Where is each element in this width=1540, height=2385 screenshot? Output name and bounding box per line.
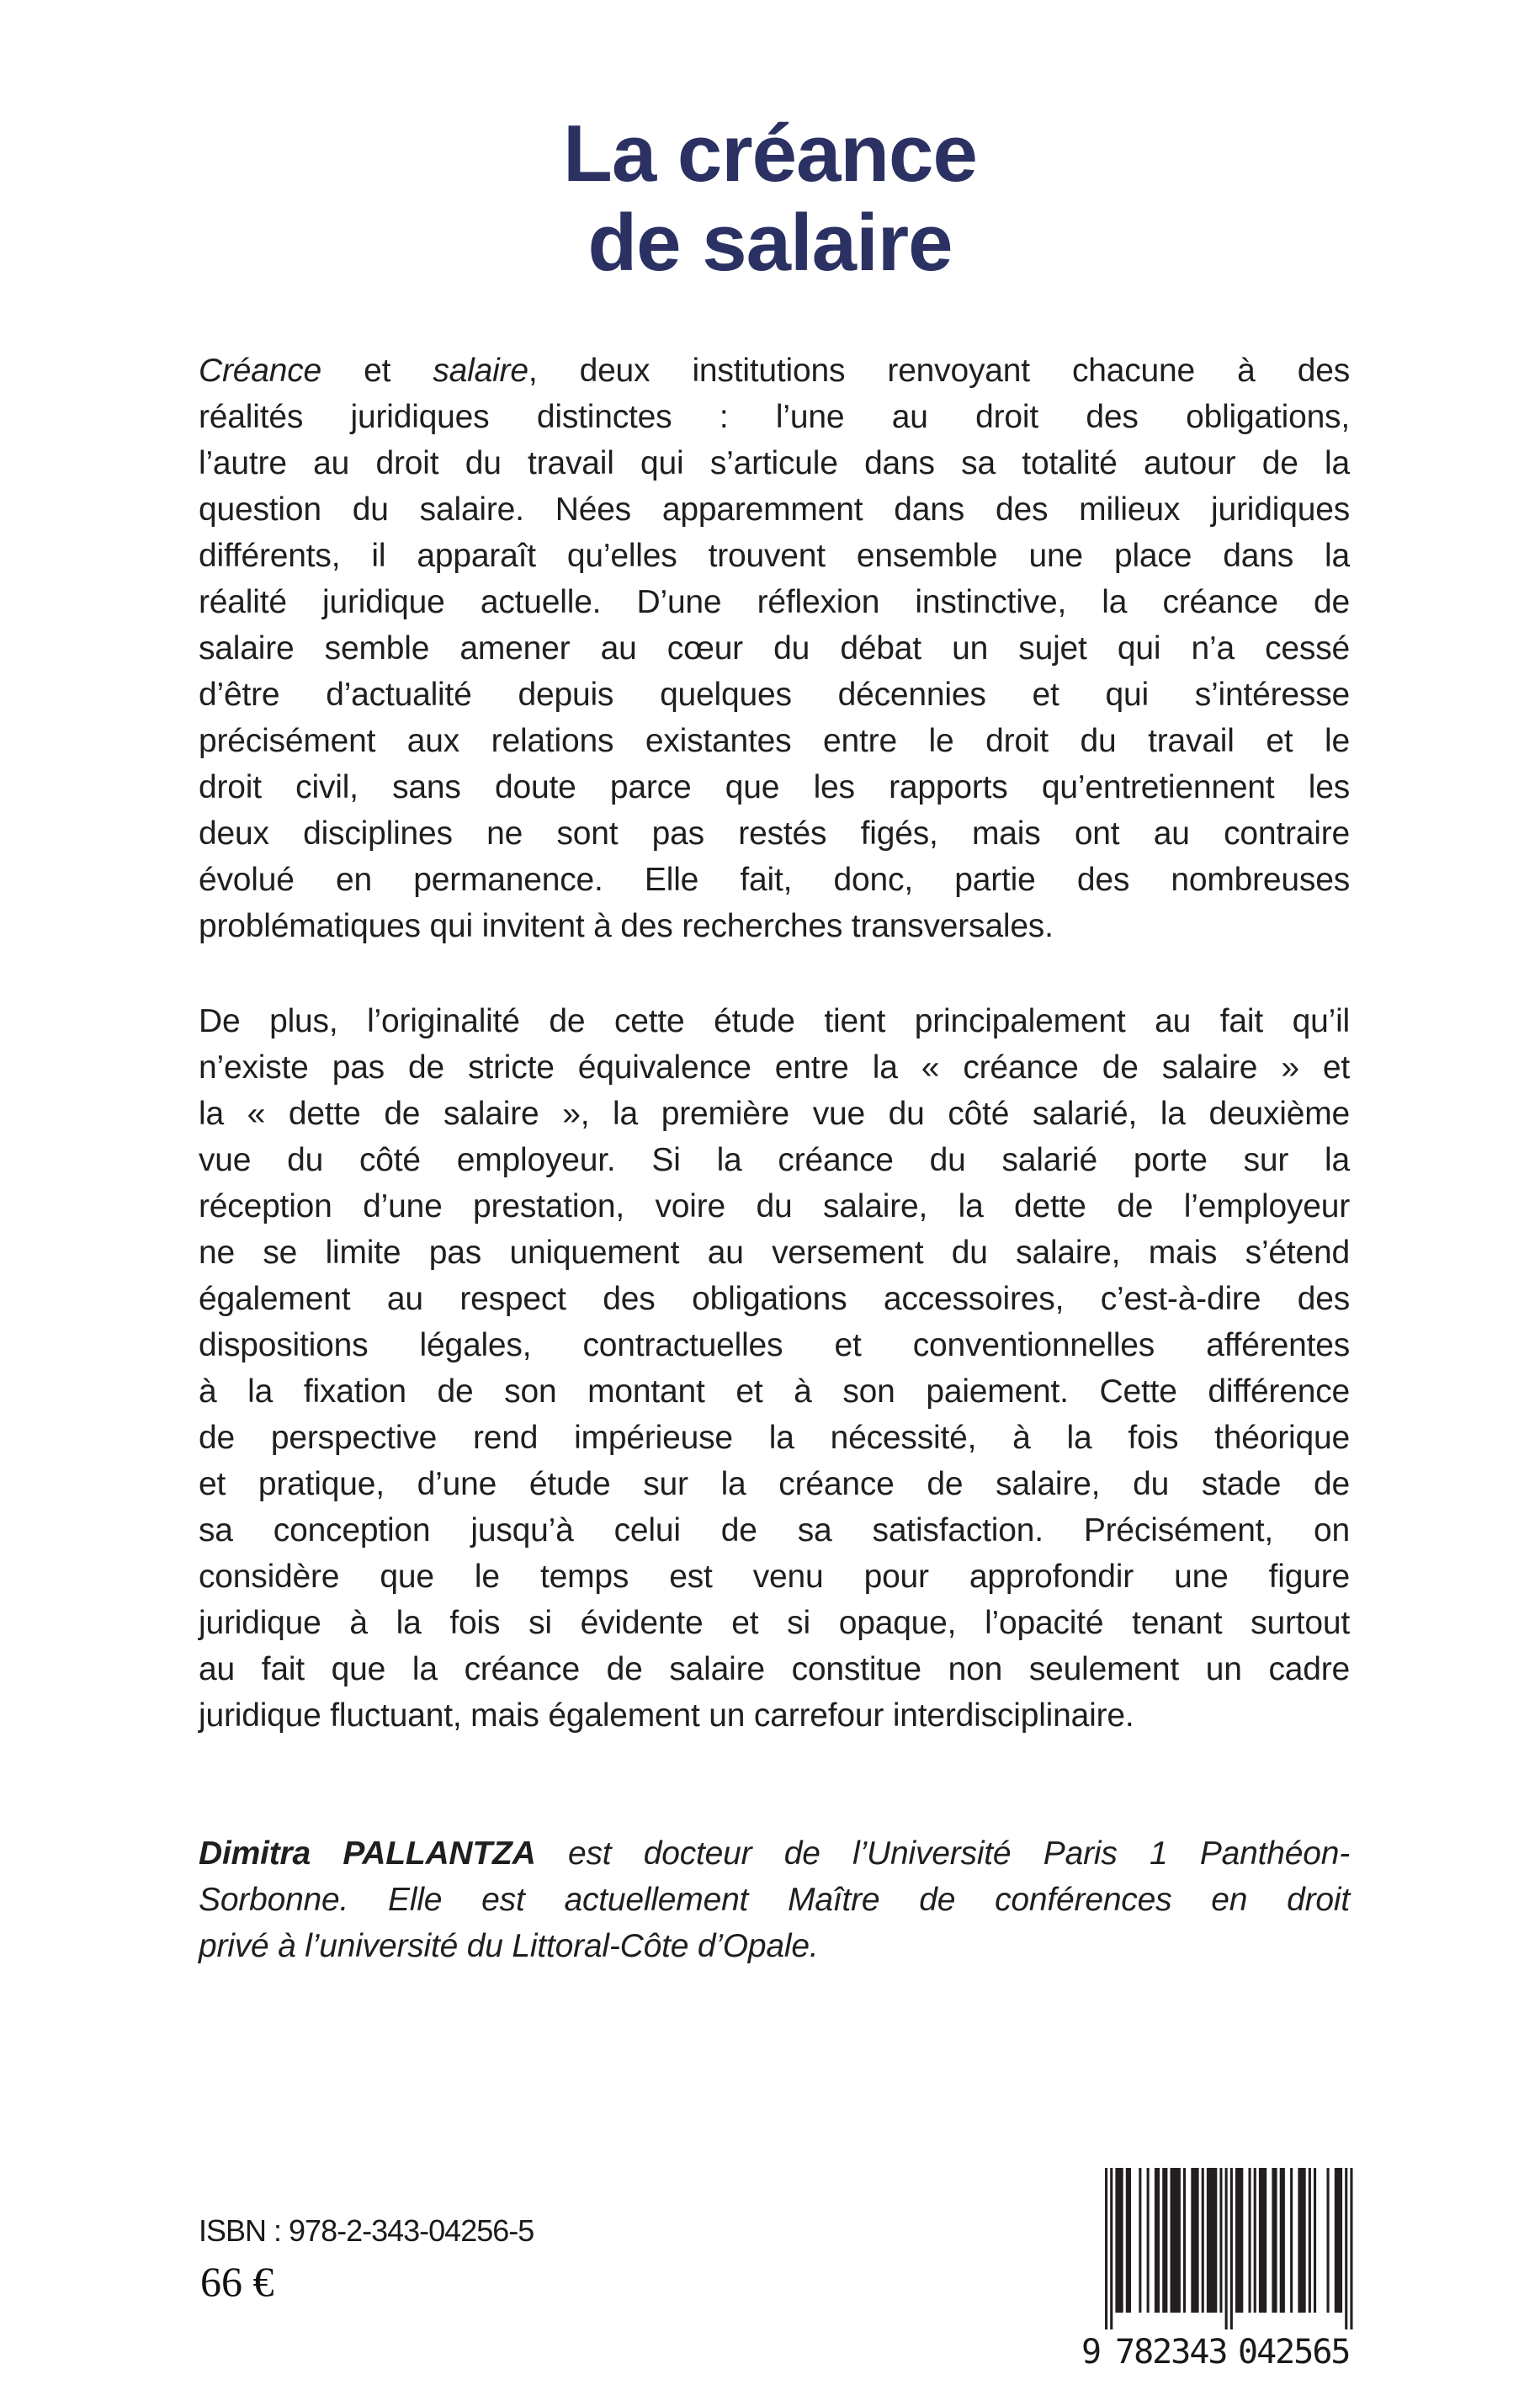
text: est docteur de l’Université Paris 1 Panthéon- bbox=[535, 1835, 1350, 1872]
text-line: problématiques qui invitent à des recherches transversales. bbox=[199, 908, 1054, 944]
text-line: question du salaire. Nées apparemment dans des milieux juridiques bbox=[199, 491, 1350, 528]
barcode-bars bbox=[1080, 2168, 1366, 2370]
ean13-barcode bbox=[1080, 2168, 1366, 2374]
text: , deux institutions renvoyant chacune à des bbox=[528, 353, 1350, 389]
price-label: 66 € bbox=[200, 2258, 274, 2305]
text-line: également au respect des obligations accessoires, c’est-à-dire des bbox=[199, 1281, 1350, 1317]
text-line: au fait que la créance de salaire constitue non seulement un cadre bbox=[199, 1651, 1350, 1687]
text-line bbox=[199, 348, 1350, 394]
text-line: d’être d’actualité depuis quelques décennies et qui s’intéresse bbox=[199, 677, 1350, 713]
text-line: l’autre au droit du travail qui s’articule dans sa totalité autour de la bbox=[199, 445, 1350, 481]
text-line: différents, il apparaît qu’elles trouvent ensemble une place dans la bbox=[199, 538, 1350, 574]
barcode-digit-group: 042565 bbox=[1238, 2333, 1350, 2370]
text-line: ne se limite pas uniquement au versement du salaire, mais s’étend bbox=[199, 1235, 1350, 1271]
text-line: la « dette de salaire », la première vue du côté salarié, la deuxième bbox=[199, 1096, 1350, 1132]
text-line: vue du côté employeur. Si la créance du salarié porte sur la bbox=[199, 1142, 1350, 1178]
text-line: évolué en permanence. Elle fait, donc, partie des nombreuses bbox=[199, 862, 1350, 898]
text-line: et pratique, d’une étude sur la créance de salaire, du stade de bbox=[199, 1466, 1350, 1502]
text-line: de perspective rend impérieuse la nécessité, à la fois théorique bbox=[199, 1420, 1350, 1456]
author-bio bbox=[199, 1830, 1350, 1969]
text-line: considère que le temps est venu pour approfondir une figure bbox=[199, 1559, 1350, 1595]
text-line: droit civil, sans doute parce que les rapports qu’entretiennent les bbox=[199, 769, 1350, 805]
text-line: salaire semble amener au cœur du débat un sujet qui n’a cessé bbox=[199, 630, 1350, 667]
text-line: précisément aux relations existantes entre le droit du travail et le bbox=[199, 723, 1350, 759]
text-line: sa conception jusqu’à celui de sa satisfaction. Précisément, on bbox=[199, 1512, 1350, 1548]
text-line: deux disciplines ne sont pas restés figés, mais ont au contraire bbox=[199, 815, 1350, 852]
text: et bbox=[321, 353, 433, 389]
text-line: réalité juridique actuelle. D’une réflexion instinctive, la créance de bbox=[199, 584, 1350, 620]
body-paragraph-1 bbox=[199, 348, 1350, 949]
text-line: Sorbonne. Elle est actuellement Maître de conférences en droit bbox=[199, 1882, 1350, 1918]
text-line: réalités juridiques distinctes : l’une au droit des obligations, bbox=[199, 399, 1350, 435]
book-title-line-2: de salaire bbox=[587, 198, 953, 288]
text-line: dispositions légales, contractuelles et conventionnelles afférentes bbox=[199, 1327, 1350, 1363]
book-title-line-1: La créance bbox=[563, 109, 977, 199]
barcode-digit-group: 9 bbox=[1081, 2333, 1101, 2370]
barcode-digit-group: 782343 bbox=[1115, 2333, 1227, 2370]
italic-text: salaire bbox=[433, 353, 528, 389]
text-line: juridique à la fois si évidente et si opaque, l’opacité tenant surtout bbox=[199, 1605, 1350, 1641]
text-line: à la fixation de son montant et à son paiement. Cette différence bbox=[199, 1373, 1350, 1410]
bold-text: Dimitra PALLANTZA bbox=[199, 1835, 536, 1872]
text-line: n’existe pas de stricte équivalence entre la « créance de salaire » et bbox=[199, 1049, 1350, 1086]
text-line: De plus, l’originalité de cette étude tient principalement au fait qu’il bbox=[199, 1003, 1350, 1039]
italic-text: Créance bbox=[199, 353, 322, 389]
text-line: juridique fluctuant, mais également un carrefour interdisciplinaire. bbox=[199, 1697, 1134, 1734]
book-title bbox=[0, 109, 1540, 288]
isbn-label: ISBN : 978-2-343-04256-5 bbox=[199, 2213, 534, 2248]
text-line: réception d’une prestation, voire du salaire, la dette de l’employeur bbox=[199, 1188, 1350, 1224]
body-paragraph-2 bbox=[199, 998, 1350, 1739]
text-line: privé à l’université du Littoral-Côte d’Opale. bbox=[199, 1928, 819, 1964]
text-line bbox=[199, 1830, 1350, 1877]
